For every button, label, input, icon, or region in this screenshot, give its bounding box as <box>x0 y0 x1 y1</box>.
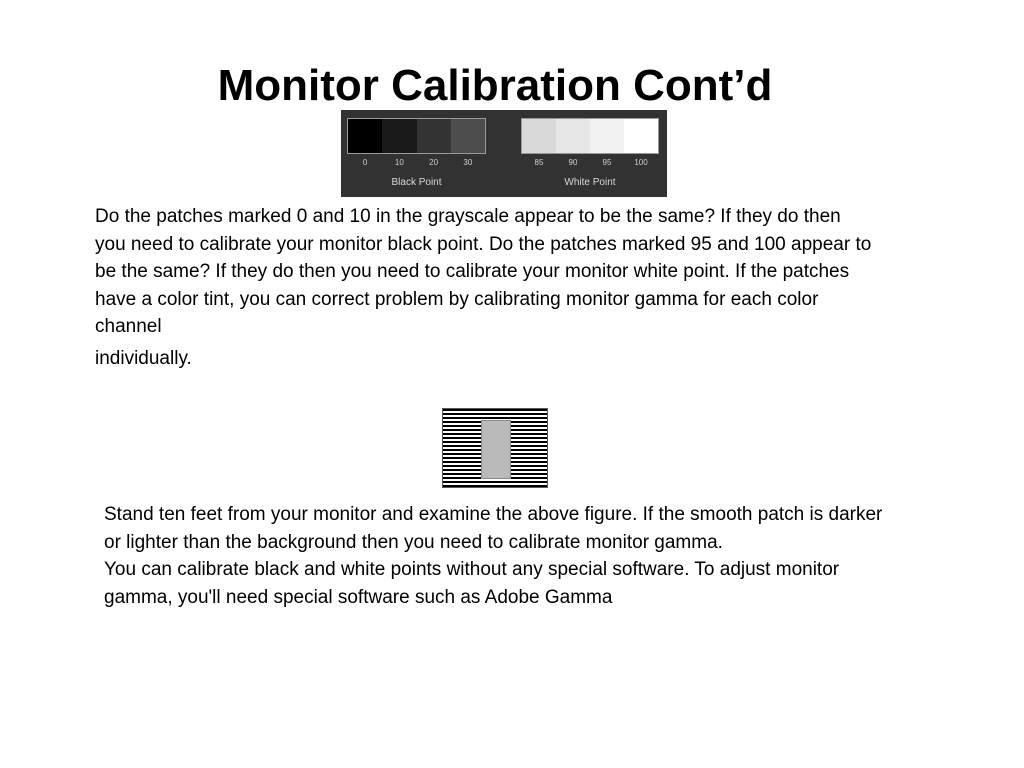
black-point-caption: Black Point <box>391 177 442 188</box>
gamma-smooth-patch <box>481 420 511 479</box>
grayscale-calibration-chart <box>341 110 667 197</box>
paragraph-text: Do the patches marked 0 and 10 in the grayscale appear to be the same? If they do then you need to calibrate your monitor black point. Do the patches marked 95 and 100 appear to be the same? If they do then you need to calibrate your monitor white point. If the patches have a color tint, you can correct problem by calibrating monitor gamma for each color channel <box>95 206 872 337</box>
patch-label: 95 <box>602 158 612 167</box>
black-white-point-instructions <box>95 203 875 372</box>
black-point-patches <box>347 118 486 154</box>
gray-patch-95 <box>590 119 624 153</box>
patch-label: 20 <box>429 158 439 167</box>
white-point-caption: White Point <box>564 177 616 188</box>
patch-label: 85 <box>534 158 544 167</box>
gray-patch-100 <box>624 119 658 153</box>
slide-title: Monitor Calibration Cont’d <box>217 61 773 110</box>
paragraph-last-line: individually. <box>95 347 192 369</box>
gray-patch-0 <box>348 119 382 153</box>
black-point-labels <box>348 157 485 169</box>
gray-patch-30 <box>451 119 485 153</box>
white-point-patches <box>521 118 659 154</box>
patch-label: 30 <box>463 158 473 167</box>
patch-label: 100 <box>634 158 648 167</box>
patch-label: 10 <box>394 158 404 167</box>
gamma-instructions <box>104 501 904 611</box>
gray-patch-10 <box>382 119 416 153</box>
patch-label: 0 <box>362 158 368 167</box>
gray-patch-85 <box>522 119 556 153</box>
gamma-instruction-line: Stand ten feet from your monitor and examine the above figure. If the smooth patch is darker or lighter than the background then you need to calibrate monitor gamma. <box>104 504 883 553</box>
gamma-test-figure <box>442 408 548 488</box>
patch-label: 90 <box>568 158 578 167</box>
software-note-line: You can calibrate black and white points without any special software. To adjust monitor gamma, you'll need special software such as Adobe Gamma <box>104 559 840 608</box>
gray-patch-90 <box>556 119 590 153</box>
gray-patch-20 <box>417 119 451 153</box>
white-point-labels <box>522 157 658 169</box>
